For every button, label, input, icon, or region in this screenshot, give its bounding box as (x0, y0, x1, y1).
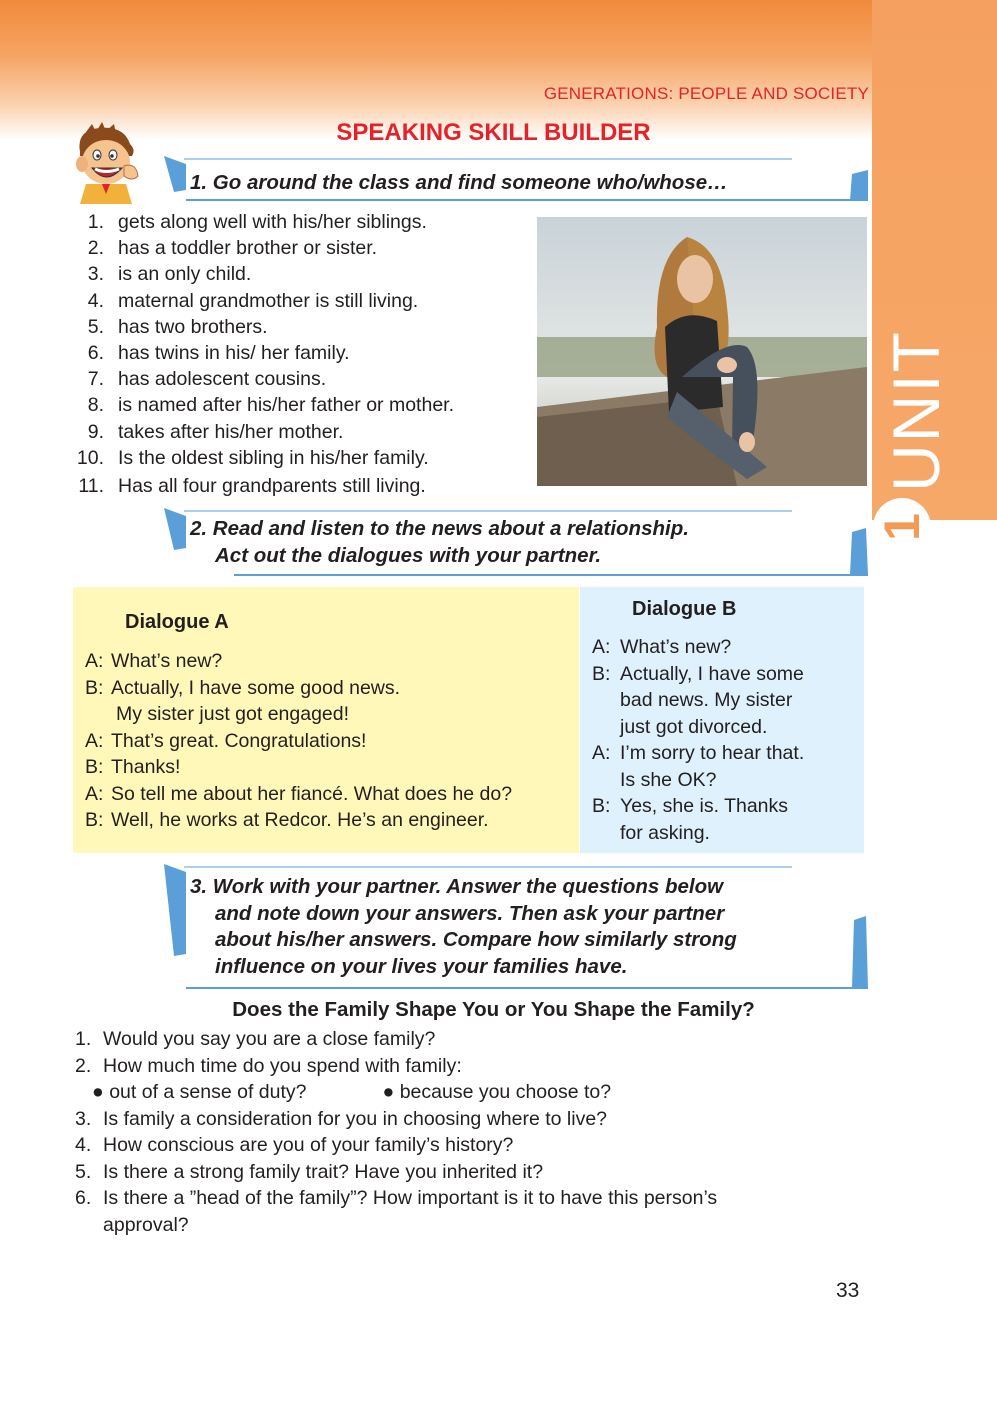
task3-instruction (190, 874, 737, 980)
dialogue-line: bad news. My sister (620, 689, 793, 711)
question-options (75, 1079, 865, 1106)
dialogue-line: Is she OK? (620, 768, 717, 791)
list-item: 2. has a toddler brother or sister. (87, 237, 378, 260)
list-item: 3. is an only child. (87, 263, 252, 286)
option-choose: ● because you choose to? (382, 1081, 612, 1103)
dialogue-line: B: Actually, I have some good news. (85, 676, 401, 699)
question-item: 6. Is there a ”head of the family”? How important is it to have this person’s (75, 1187, 718, 1209)
question-item: 3. Is family a consideration for you in choosing where to live? (75, 1107, 608, 1130)
task3-line2: and note down your answers. Then ask your partner (215, 901, 725, 925)
dialogue-line: A: I’m sorry to hear that. (592, 742, 805, 764)
dialogue-line: A: That’s great. Congratulations! (85, 729, 367, 752)
dialogue-a-lines (85, 648, 512, 834)
dialogue-line: B: Thanks! (85, 756, 181, 778)
task1-list (70, 209, 454, 499)
dialogue-line: A: So tell me about her fiancé. What does he do? (85, 782, 513, 805)
question-item-continued: approval? (103, 1213, 189, 1236)
dialogue-line: A: What’s new? (592, 636, 732, 658)
task2-instruction (190, 516, 689, 569)
question-item: 4. How conscious are you of your family’s history? (75, 1134, 514, 1156)
task3-line3: about his/her answers. Compare how similarly strong (215, 928, 737, 951)
option-duty: ● out of a sense of duty? (92, 1081, 307, 1103)
dialogue-a-title: Dialogue A (125, 611, 229, 633)
question-item: 2. How much time do you spend with family: (75, 1054, 462, 1077)
list-item: 5. has two brothers. (87, 315, 268, 338)
dialogue-line: B: Actually, I have some (592, 662, 804, 685)
list-item: 8. is named after his/her father or mother. (87, 394, 454, 417)
girl-on-rooftop-photo (537, 217, 867, 486)
dialogue-b-lines (592, 634, 804, 846)
section-header: GENERATIONS: PEOPLE AND SOCIETY (543, 84, 869, 103)
question-item: 5. Is there a strong family trait? Have you inherited it? (75, 1160, 544, 1183)
unit-label: UNIT (879, 330, 953, 492)
list-item: 7. has adolescent cousins. (87, 368, 327, 391)
task3-line4: influence on your lives your families have. (215, 954, 628, 978)
list-item: 10. Is the oldest sibling in his/her family. (76, 446, 429, 469)
boy-mascot-icon (66, 122, 146, 204)
page-number: 33 (836, 1279, 860, 1302)
task1-instruction: 1. Go around the class and find someone who/whose… (190, 171, 728, 194)
question-item: 1. Would you say you are a close family? (75, 1028, 436, 1050)
dialogue-line: just got divorced. (620, 715, 768, 738)
task3-line1: 3. Work with your partner. Answer the questions below (190, 875, 724, 898)
task2-line2: Act out the dialogues with your partner. (215, 543, 602, 567)
dialogue-line: A: What’s new? (85, 650, 223, 672)
dialogue-line: My sister just got engaged! (116, 703, 350, 725)
dialogue-b-title: Dialogue B (632, 598, 737, 620)
questionnaire-title: Does the Family Shape You or You Shape the Family? (232, 998, 755, 1021)
unit-number: 1 (874, 513, 930, 541)
dialogue-b-box (580, 587, 864, 853)
list-item: 4. maternal grandmother is still living. (87, 289, 419, 312)
task2-line1: 2. Read and listen to the news about a relationship. (190, 517, 689, 540)
dialogue-a-box (73, 587, 579, 853)
dialogue-line: for asking. (620, 821, 710, 844)
page-title: SPEAKING SKILL BUILDER (336, 119, 651, 146)
dialogue-line: B: Yes, she is. Thanks (592, 795, 789, 817)
list-item: 1. gets along well with his/her siblings. (87, 211, 427, 233)
dialogue-line: B: Well, he works at Redcor. He’s an engineer. (85, 809, 489, 831)
questionnaire-list (75, 1026, 865, 1238)
list-item: 9. takes after his/her mother. (87, 420, 344, 443)
list-item: 6. has twins in his/ her family. (87, 342, 350, 365)
list-item: 11. Has all four grandparents still living. (78, 475, 426, 498)
